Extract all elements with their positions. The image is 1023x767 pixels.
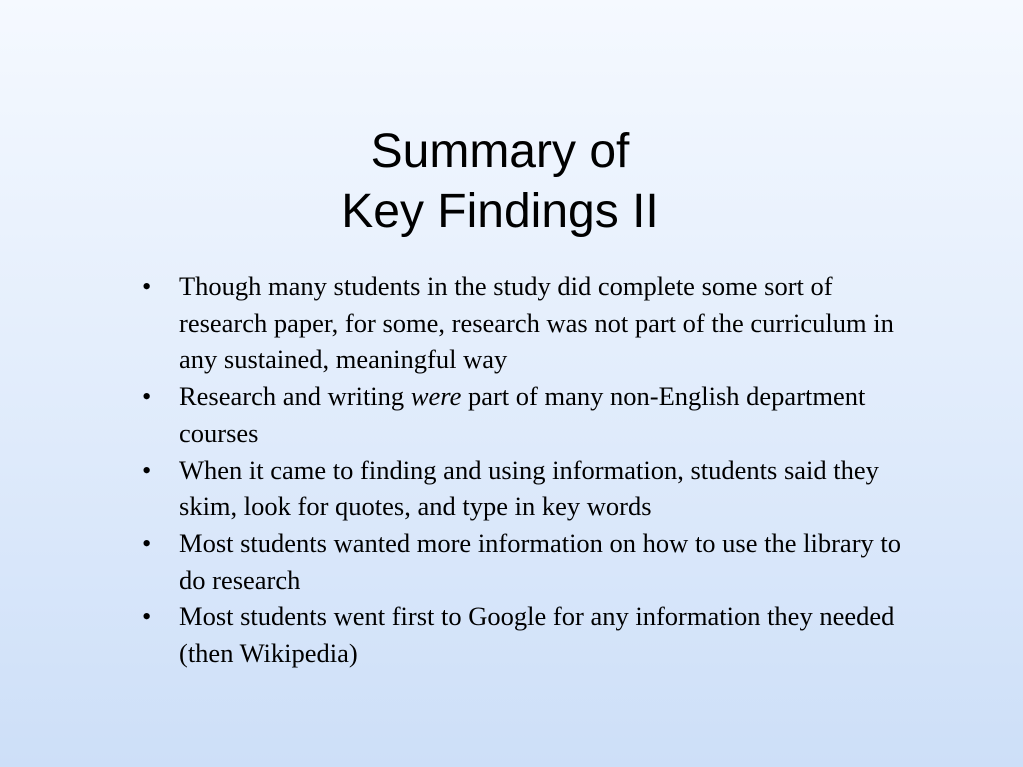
bullet-text: When it came to finding and using information, students said they skim, look for quotes, and type in key words xyxy=(179,454,879,522)
slide-title-line-1: Summary of xyxy=(370,125,630,178)
bullet-text: Most students wanted more information on how to use the library to do research xyxy=(179,527,902,595)
bullet-text: Though many students in the study did complete some sort of research paper, for some, research was not part of the curriculum in any sustained, meaningful way xyxy=(179,271,894,375)
bullet-item xyxy=(140,378,910,451)
findings-bullet-list xyxy=(140,268,910,672)
bullet-item xyxy=(140,452,910,525)
bullet-text-emphasis: were xyxy=(410,381,462,412)
bullet-item xyxy=(140,598,910,671)
bullet-icon: • xyxy=(142,454,152,485)
bullet-icon: • xyxy=(142,527,152,558)
bullet-text xyxy=(179,381,865,448)
bullet-item xyxy=(140,525,910,598)
slide-title xyxy=(200,122,800,242)
bullet-icon: • xyxy=(142,381,152,412)
bullet-item xyxy=(140,268,910,378)
bullet-icon: • xyxy=(142,271,152,301)
slide-title-line-2: Key Findings II xyxy=(341,185,659,238)
bullet-icon: • xyxy=(142,601,152,632)
bullet-text-after: part of many non-English department courses xyxy=(179,381,866,448)
bullet-text-before: Research and writing xyxy=(179,381,411,412)
bullet-text: Most students went first to Google for any information they needed (then Wikipedia) xyxy=(179,601,895,669)
